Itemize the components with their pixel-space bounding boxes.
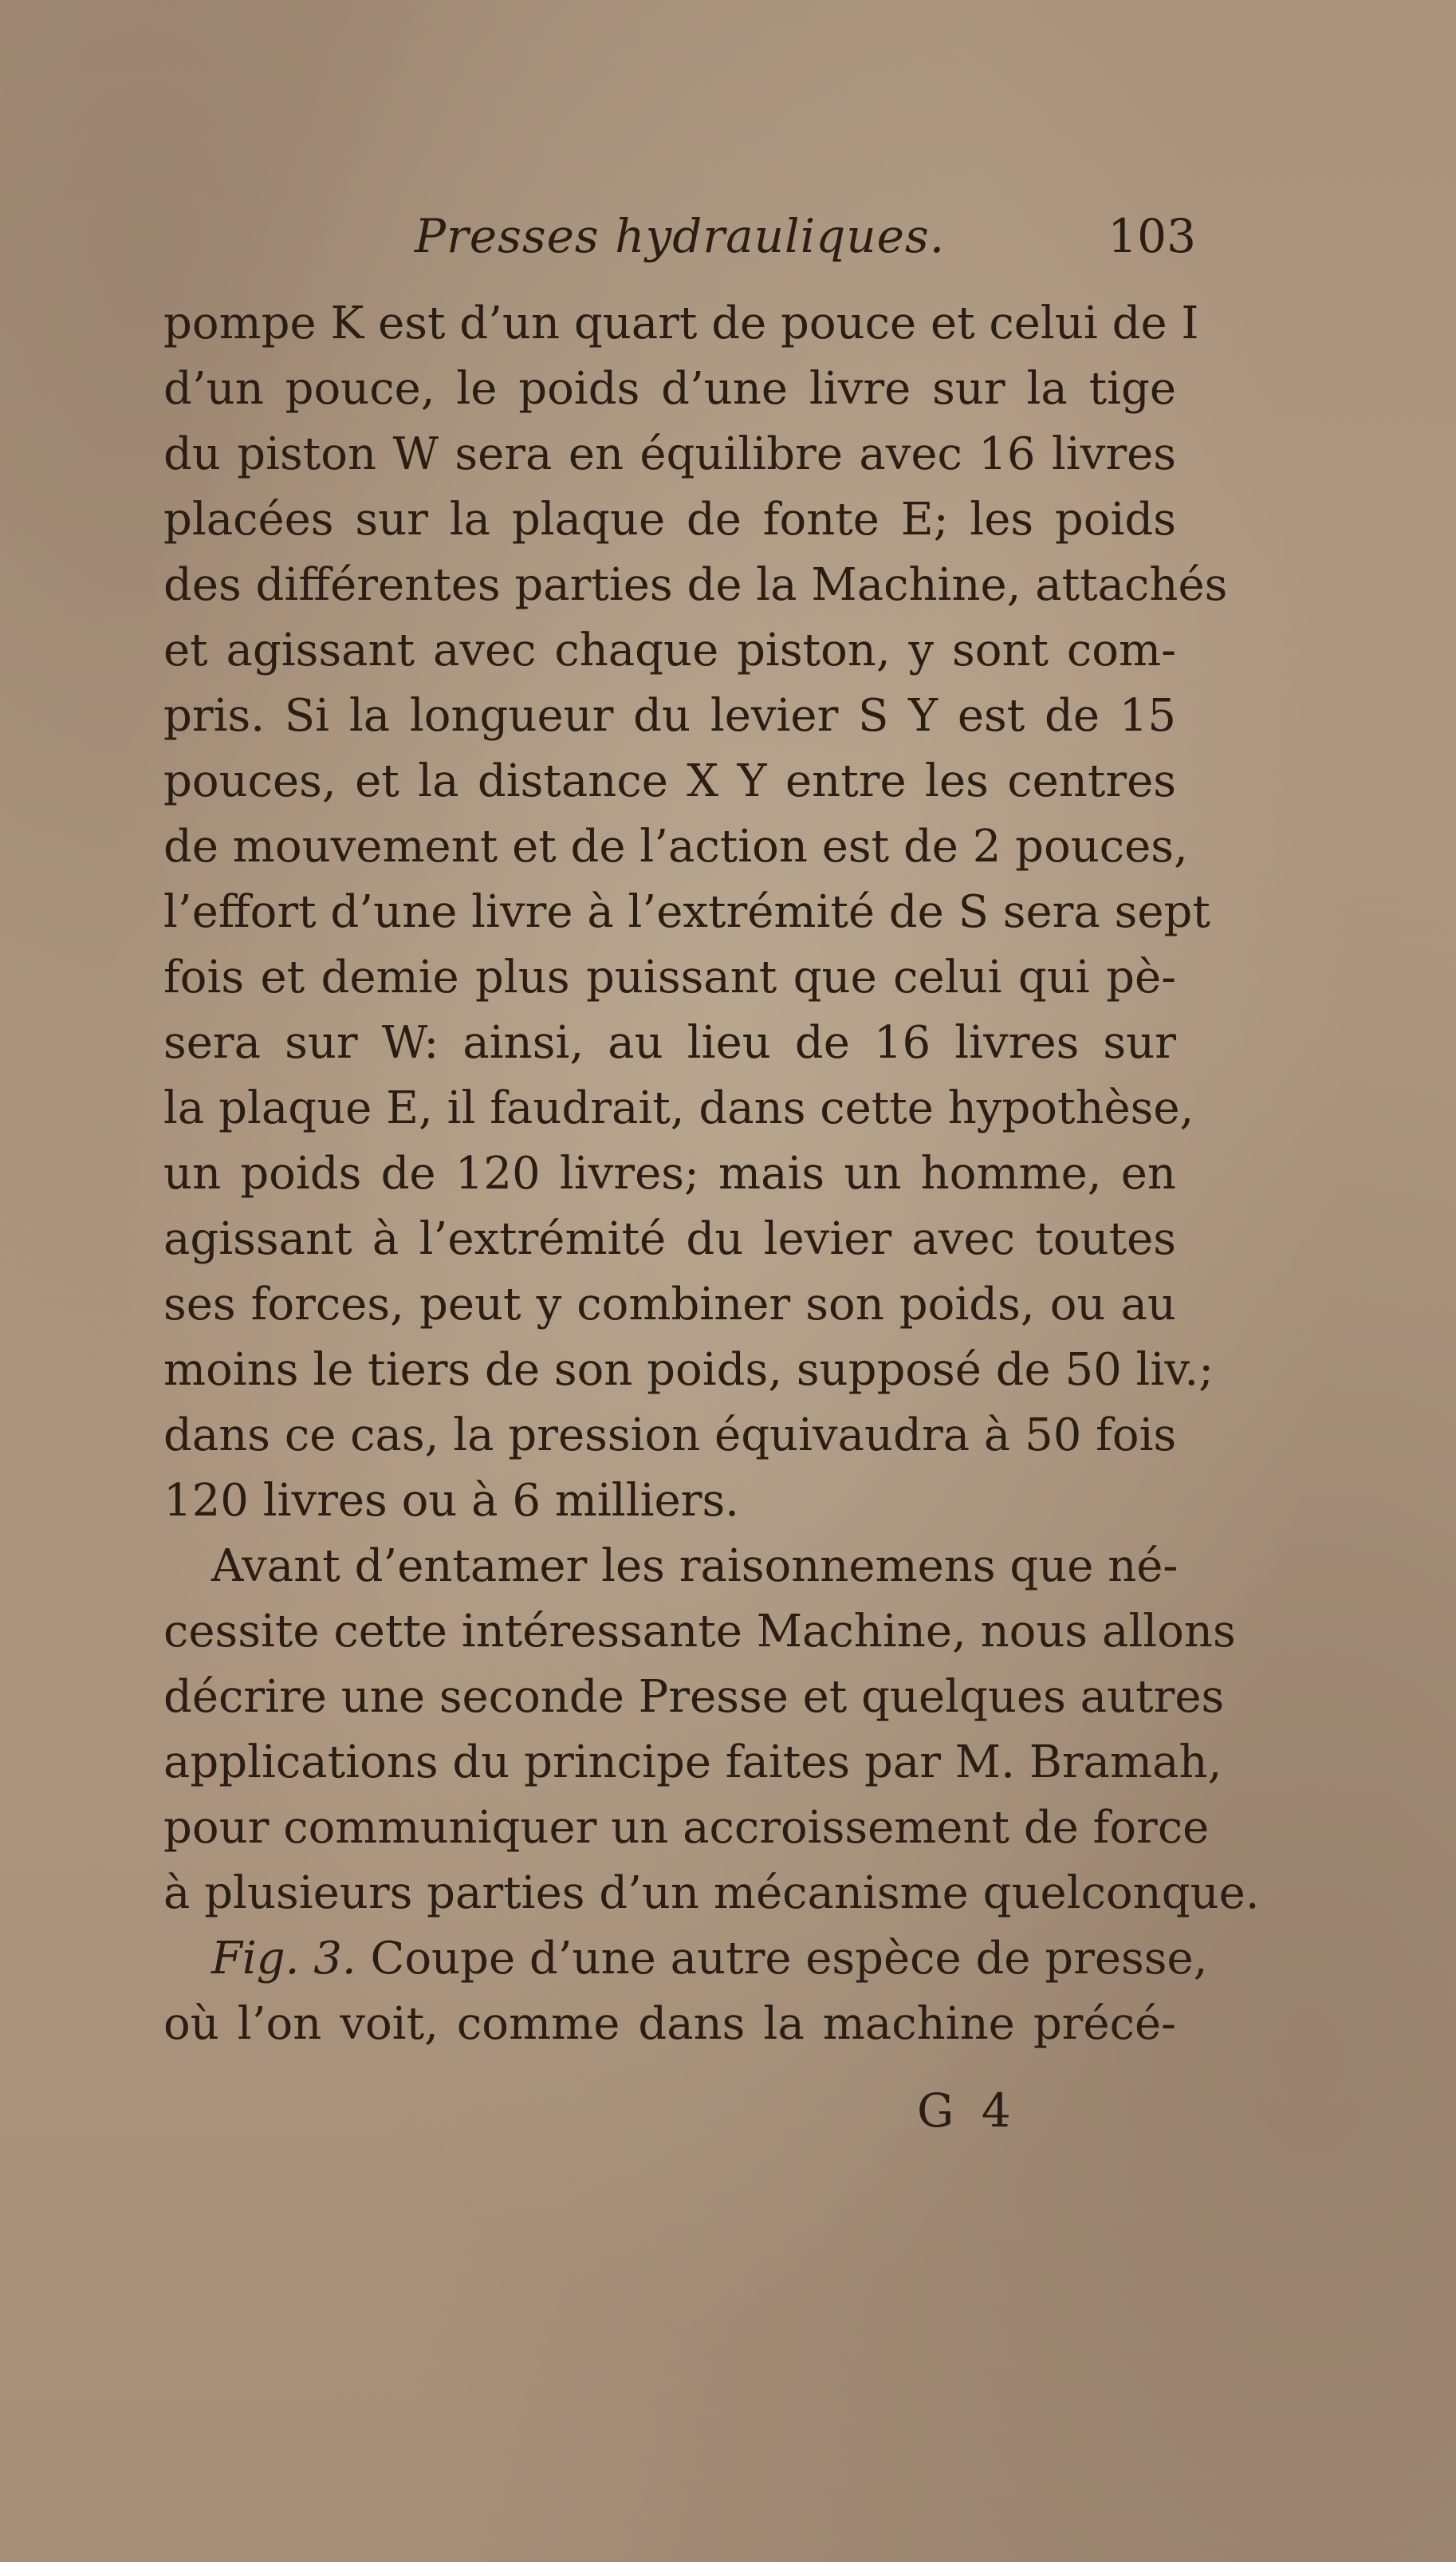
text-line: pris. Si la longueur du levier S Y est de 15 <box>163 690 1176 742</box>
text-line: applications du principe faites par M. Bramah, <box>163 1736 1222 1788</box>
text-line: placées sur la plaque de fonte E; les poids <box>163 494 1176 546</box>
text-line: pompe K est d’un quart de pouce et celui de I <box>163 298 1199 349</box>
text-line: sera sur W: ainsi, au lieu de 16 livres sur <box>163 1017 1176 1069</box>
text-line: et agissant avec chaque piston, y sont com- <box>163 625 1176 676</box>
text-line: des différentes parties de la Machine, attachés <box>163 559 1228 611</box>
figure-reference: Fig. 3. <box>211 1933 356 1985</box>
page-number: 103 <box>1108 209 1196 263</box>
text-line: pour communiquer un accroissement de force <box>163 1802 1210 1854</box>
text-line: d’un pouce, le poids d’une livre sur la tige <box>163 363 1176 415</box>
text-line: dans ce cas, la pression équivaudra à 50 fois <box>163 1409 1177 1461</box>
text-line-rest: Coupe d’une autre espèce de presse, <box>370 1933 1208 1985</box>
running-title: Presses hydrauliques. <box>415 209 946 263</box>
text-line: cessite cette intéressante Machine, nous allons <box>163 1606 1236 1657</box>
text-line: décrire une seconde Presse et quelques autres <box>163 1671 1225 1723</box>
body-text <box>163 291 1260 2057</box>
text-line: pouces, et la distance X Y entre les centres <box>163 755 1176 807</box>
text-line: moins le tiers de son poids, supposé de 50 liv.; <box>163 1344 1214 1396</box>
text-line: la plaque E, il faudrait, dans cette hypothèse, <box>163 1082 1194 1134</box>
text-line: ses forces, peut y combiner son poids, ou au <box>163 1279 1176 1330</box>
text-line: l’effort d’une livre à l’extrémité de S sera sept <box>163 886 1210 938</box>
text-line: un poids de 120 livres; mais un homme, en <box>163 1148 1176 1200</box>
text-line <box>163 1926 1208 1992</box>
signature-mark: G 4 <box>917 2083 1017 2138</box>
text-line: fois et demie plus puissant que celui qui pè- <box>163 952 1176 1003</box>
text-line: où l’on voit, comme dans la machine précé- <box>163 1998 1176 2050</box>
text-line: Avant d’entamer les raisonnemens que né- <box>211 1540 1179 1592</box>
paragraph-2 <box>163 1534 1260 1926</box>
paragraph-1 <box>163 291 1228 1534</box>
text-line: de mouvement et de l’action est de 2 pouces, <box>163 821 1188 873</box>
paragraph-3 <box>163 1926 1208 2057</box>
text-line: à plusieurs parties d’un mécanisme quelconque. <box>163 1867 1260 1919</box>
page-header <box>415 209 1196 281</box>
text-line: du piston W sera en équilibre avec 16 livres <box>163 428 1176 480</box>
text-line: agissant à l’extrémité du levier avec toutes <box>163 1213 1176 1265</box>
text-line: 120 livres ou à 6 milliers. <box>163 1475 739 1527</box>
